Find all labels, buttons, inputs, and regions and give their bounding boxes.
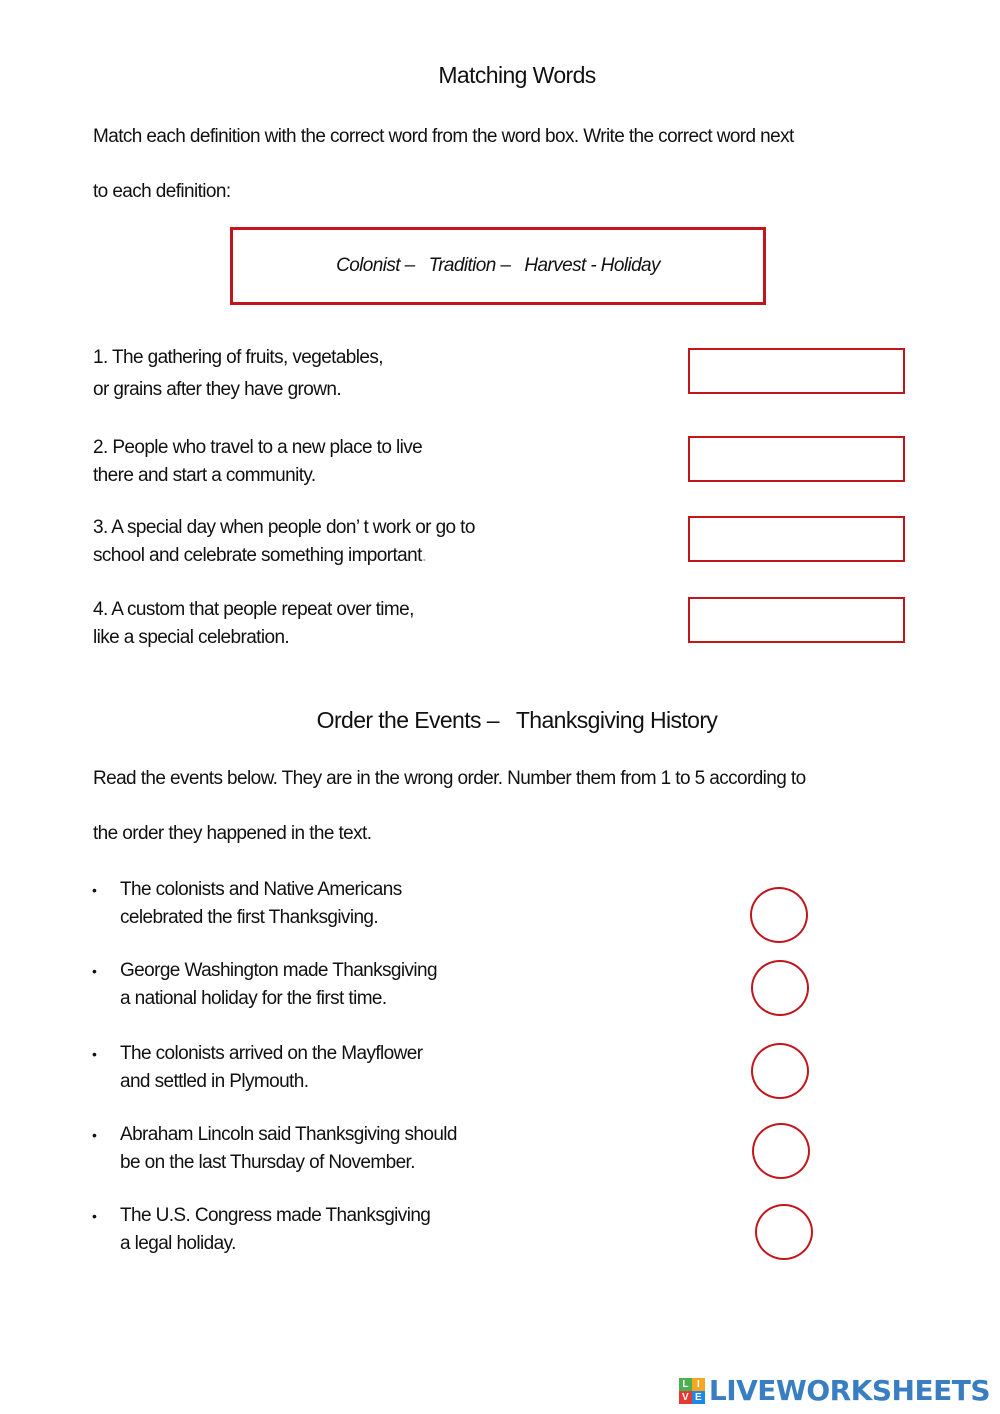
definition-item-1 — [93, 344, 383, 404]
definition-1-line2: or grains after they have grown. — [93, 379, 341, 400]
definition-3-line1: 3. A special day when people don’ t work or go to — [93, 517, 475, 538]
logo-letter: E — [692, 1391, 705, 1404]
event-item-5 — [90, 1202, 430, 1258]
bullet-icon: • — [92, 1208, 97, 1224]
matching-instruction-line2: to each definition: — [93, 181, 231, 202]
word-box: Colonist – Tradition – Harvest - Holiday — [230, 227, 766, 305]
bullet-icon: • — [92, 1046, 97, 1062]
order-circle-3[interactable] — [751, 1043, 809, 1099]
event-3-line2: and settled in Plymouth. — [120, 1071, 309, 1092]
definition-item-2 — [93, 434, 422, 490]
bullet-icon: • — [92, 1127, 97, 1143]
definition-2-line2: there and start a community. — [93, 465, 316, 486]
order-circle-4[interactable] — [752, 1123, 810, 1179]
definition-2-line1: 2. People who travel to a new place to live — [93, 437, 423, 458]
event-item-3 — [90, 1040, 422, 1096]
order-instruction-line2: the order they happened in the text. — [93, 823, 372, 844]
order-events-title: Order the Events – Thanksgiving History — [316, 707, 718, 733]
event-4-line2: be on the last Thursday of November. — [120, 1152, 415, 1173]
logo-letter: I — [692, 1378, 705, 1391]
logo-letter: V — [679, 1391, 692, 1404]
bullet-icon: • — [92, 882, 97, 898]
bullet-icon: • — [92, 963, 97, 979]
definition-3-period: . — [421, 545, 427, 566]
event-3-line1: The colonists arrived on the Mayflower — [120, 1043, 423, 1064]
matching-instruction-line1: Match each definition with the correct word from the word box. Write the correct word next — [93, 126, 794, 147]
event-item-2 — [90, 957, 437, 1013]
event-item-4 — [90, 1121, 457, 1177]
event-1-line1: The colonists and Native Americans — [120, 879, 402, 900]
brand-name: LIVEWORKSHEETS — [708, 1374, 990, 1407]
liveworksheets-logo-icon — [679, 1378, 705, 1404]
answer-box-3[interactable] — [688, 516, 905, 562]
definition-1-line1: 1. The gathering of fruits, vegetables, — [93, 347, 383, 368]
definition-4-line2: like a special celebration. — [93, 627, 290, 648]
definition-4-line1: 4. A custom that people repeat over time, — [93, 599, 414, 620]
event-2-line2: a national holiday for the first time. — [120, 988, 387, 1009]
event-5-line1: The U.S. Congress made Thanksgiving — [120, 1205, 431, 1226]
order-circle-5[interactable] — [755, 1204, 813, 1260]
definition-item-4 — [93, 596, 414, 652]
answer-box-4[interactable] — [688, 597, 905, 643]
definition-3-line2 — [93, 542, 475, 570]
matching-words-title: Matching Words — [438, 62, 596, 88]
order-circle-1[interactable] — [750, 887, 808, 943]
answer-box-2[interactable] — [688, 436, 905, 482]
event-5-line2: a legal holiday. — [120, 1233, 236, 1254]
logo-letter: L — [679, 1378, 692, 1391]
event-4-line1: Abraham Lincoln said Thanksgiving should — [120, 1124, 457, 1145]
definition-item-3 — [93, 514, 475, 570]
answer-box-1[interactable] — [688, 348, 905, 394]
definition-3-line2-text: school and celebrate something important — [93, 545, 422, 566]
order-instruction-line1: Read the events below. They are in the wrong order. Number them from 1 to 5 according to — [93, 768, 806, 789]
event-item-1 — [90, 876, 402, 932]
event-2-line1: George Washington made Thanksgiving — [120, 960, 437, 981]
event-1-line2: celebrated the first Thanksgiving. — [120, 907, 379, 928]
order-circle-2[interactable] — [751, 960, 809, 1016]
liveworksheets-brand[interactable] — [679, 1374, 990, 1407]
